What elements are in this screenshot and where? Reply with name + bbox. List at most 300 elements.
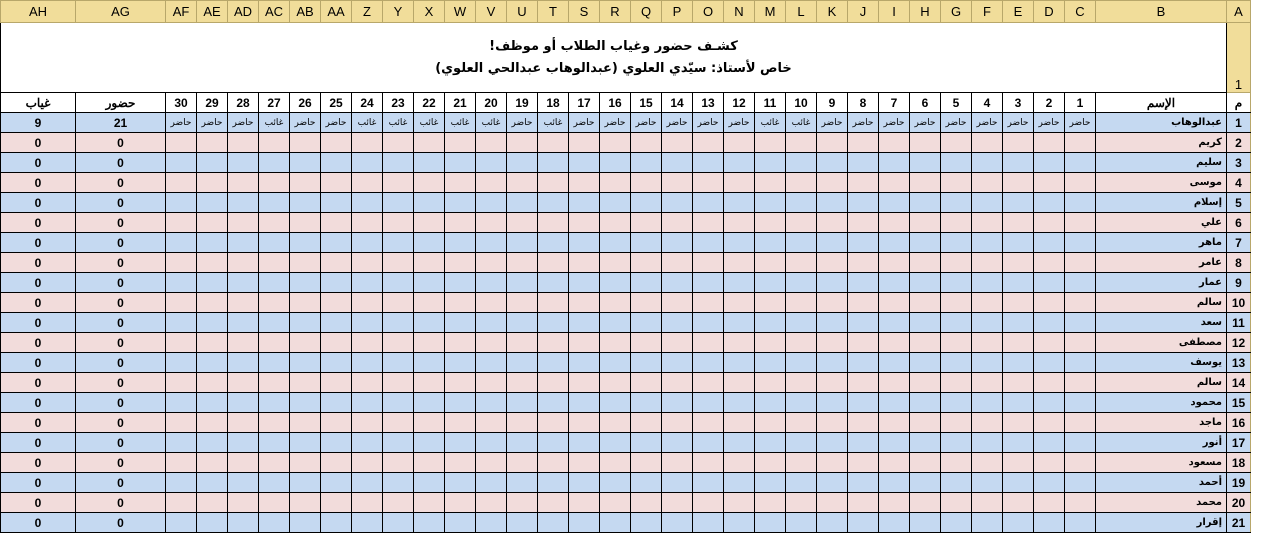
- attendance-cell[interactable]: [910, 453, 941, 473]
- attendance-cell[interactable]: [197, 373, 228, 393]
- attendance-cell[interactable]: [1065, 173, 1096, 193]
- attendance-cell[interactable]: [693, 333, 724, 353]
- attendance-cell[interactable]: [662, 393, 693, 413]
- attendance-cell[interactable]: [507, 373, 538, 393]
- attendance-cell[interactable]: [476, 513, 507, 533]
- attendance-cell[interactable]: [693, 473, 724, 493]
- attendance-cell[interactable]: [848, 213, 879, 233]
- present-count-cell[interactable]: 0: [76, 393, 166, 413]
- absent-count-cell[interactable]: 0: [1, 253, 76, 273]
- attendance-cell[interactable]: غائب: [383, 113, 414, 133]
- attendance-cell[interactable]: [352, 353, 383, 373]
- attendance-cell[interactable]: [755, 473, 786, 493]
- column-header-u[interactable]: U: [507, 1, 538, 23]
- attendance-cell[interactable]: [290, 313, 321, 333]
- student-name-cell[interactable]: إقرار: [1096, 513, 1227, 533]
- present-count-cell[interactable]: 0: [76, 433, 166, 453]
- attendance-cell[interactable]: [879, 473, 910, 493]
- attendance-cell[interactable]: [166, 373, 197, 393]
- attendance-cell[interactable]: [941, 253, 972, 273]
- attendance-cell[interactable]: حاضر: [166, 113, 197, 133]
- attendance-cell[interactable]: [724, 153, 755, 173]
- attendance-cell[interactable]: [445, 273, 476, 293]
- attendance-cell[interactable]: [941, 173, 972, 193]
- attendance-cell[interactable]: [1003, 393, 1034, 413]
- attendance-cell[interactable]: [1003, 273, 1034, 293]
- attendance-cell[interactable]: [755, 373, 786, 393]
- attendance-cell[interactable]: [1003, 333, 1034, 353]
- attendance-cell[interactable]: [817, 453, 848, 473]
- attendance-cell[interactable]: [879, 493, 910, 513]
- attendance-cell[interactable]: [507, 433, 538, 453]
- attendance-cell[interactable]: [383, 373, 414, 393]
- attendance-cell[interactable]: غائب: [352, 113, 383, 133]
- column-header-j[interactable]: J: [848, 1, 879, 23]
- attendance-cell[interactable]: [166, 513, 197, 533]
- attendance-cell[interactable]: [910, 513, 941, 533]
- attendance-cell[interactable]: [445, 313, 476, 333]
- attendance-cell[interactable]: [600, 413, 631, 433]
- attendance-cell[interactable]: [1034, 153, 1065, 173]
- column-header-c[interactable]: C: [1065, 1, 1096, 23]
- attendance-cell[interactable]: [569, 333, 600, 353]
- attendance-cell[interactable]: [693, 213, 724, 233]
- attendance-cell[interactable]: [290, 413, 321, 433]
- attendance-cell[interactable]: [538, 233, 569, 253]
- attendance-cell[interactable]: [538, 173, 569, 193]
- column-header-o[interactable]: O: [693, 1, 724, 23]
- attendance-cell[interactable]: [352, 493, 383, 513]
- attendance-cell[interactable]: [507, 133, 538, 153]
- attendance-cell[interactable]: [662, 453, 693, 473]
- attendance-cell[interactable]: [879, 513, 910, 533]
- attendance-cell[interactable]: [228, 213, 259, 233]
- student-name-cell[interactable]: أنور: [1096, 433, 1227, 453]
- attendance-cell[interactable]: [631, 333, 662, 353]
- attendance-cell[interactable]: [259, 153, 290, 173]
- attendance-cell[interactable]: [259, 433, 290, 453]
- attendance-cell[interactable]: [538, 293, 569, 313]
- student-name-cell[interactable]: موسى: [1096, 173, 1227, 193]
- attendance-cell[interactable]: [1065, 493, 1096, 513]
- attendance-cell[interactable]: [631, 213, 662, 233]
- attendance-cell[interactable]: [817, 293, 848, 313]
- attendance-cell[interactable]: [724, 273, 755, 293]
- attendance-cell[interactable]: [538, 253, 569, 273]
- attendance-cell[interactable]: [755, 513, 786, 533]
- attendance-cell[interactable]: [259, 453, 290, 473]
- attendance-cell[interactable]: [476, 313, 507, 333]
- attendance-cell[interactable]: [1065, 413, 1096, 433]
- attendance-cell[interactable]: [445, 433, 476, 453]
- student-name-cell[interactable]: سالم: [1096, 373, 1227, 393]
- column-header-f[interactable]: F: [972, 1, 1003, 23]
- attendance-cell[interactable]: [724, 193, 755, 213]
- student-name-cell[interactable]: كريم: [1096, 133, 1227, 153]
- column-header-p[interactable]: P: [662, 1, 693, 23]
- column-header-m[interactable]: M: [755, 1, 786, 23]
- attendance-cell[interactable]: [848, 433, 879, 453]
- attendance-cell[interactable]: [662, 253, 693, 273]
- attendance-cell[interactable]: [1003, 153, 1034, 173]
- attendance-cell[interactable]: [352, 173, 383, 193]
- attendance-cell[interactable]: [972, 193, 1003, 213]
- column-header-e[interactable]: E: [1003, 1, 1034, 23]
- attendance-cell[interactable]: [259, 393, 290, 413]
- attendance-cell[interactable]: [972, 313, 1003, 333]
- attendance-cell[interactable]: [383, 393, 414, 413]
- attendance-cell[interactable]: [817, 273, 848, 293]
- attendance-cell[interactable]: [910, 273, 941, 293]
- attendance-cell[interactable]: [290, 493, 321, 513]
- attendance-cell[interactable]: [786, 233, 817, 253]
- attendance-cell[interactable]: [476, 173, 507, 193]
- attendance-cell[interactable]: حاضر: [972, 113, 1003, 133]
- student-number-cell[interactable]: 1: [1227, 113, 1251, 133]
- present-count-cell[interactable]: 0: [76, 313, 166, 333]
- absent-count-cell[interactable]: 0: [1, 213, 76, 233]
- attendance-cell[interactable]: [1034, 333, 1065, 353]
- attendance-cell[interactable]: [507, 313, 538, 333]
- attendance-cell[interactable]: [197, 433, 228, 453]
- attendance-cell[interactable]: [1034, 373, 1065, 393]
- attendance-cell[interactable]: [507, 233, 538, 253]
- attendance-cell[interactable]: [569, 413, 600, 433]
- column-header-l[interactable]: L: [786, 1, 817, 23]
- student-number-cell[interactable]: 12: [1227, 333, 1251, 353]
- attendance-cell[interactable]: [290, 453, 321, 473]
- header-day-7[interactable]: 7: [879, 93, 910, 113]
- attendance-cell[interactable]: [1034, 233, 1065, 253]
- absent-count-cell[interactable]: 0: [1, 193, 76, 213]
- attendance-cell[interactable]: [1065, 433, 1096, 453]
- attendance-cell[interactable]: [1003, 133, 1034, 153]
- attendance-cell[interactable]: [662, 373, 693, 393]
- attendance-cell[interactable]: [352, 313, 383, 333]
- attendance-cell[interactable]: [848, 233, 879, 253]
- attendance-cell[interactable]: [848, 353, 879, 373]
- attendance-cell[interactable]: [693, 253, 724, 273]
- attendance-cell[interactable]: [321, 293, 352, 313]
- attendance-cell[interactable]: [941, 273, 972, 293]
- attendance-cell[interactable]: [879, 253, 910, 273]
- attendance-cell[interactable]: [1065, 133, 1096, 153]
- attendance-cell[interactable]: [600, 433, 631, 453]
- attendance-cell[interactable]: [476, 233, 507, 253]
- attendance-cell[interactable]: [879, 153, 910, 173]
- student-number-cell[interactable]: 20: [1227, 493, 1251, 513]
- student-number-cell[interactable]: 18: [1227, 453, 1251, 473]
- attendance-cell[interactable]: حاضر: [693, 113, 724, 133]
- attendance-cell[interactable]: [724, 293, 755, 313]
- attendance-cell[interactable]: [755, 413, 786, 433]
- attendance-cell[interactable]: [910, 173, 941, 193]
- attendance-cell[interactable]: [600, 213, 631, 233]
- attendance-cell[interactable]: [569, 133, 600, 153]
- student-name-cell[interactable]: ماجد: [1096, 413, 1227, 433]
- student-name-cell[interactable]: أحمد: [1096, 473, 1227, 493]
- attendance-cell[interactable]: [631, 353, 662, 373]
- header-day-16[interactable]: 16: [600, 93, 631, 113]
- attendance-cell[interactable]: [507, 173, 538, 193]
- attendance-cell[interactable]: [817, 253, 848, 273]
- absent-count-cell[interactable]: 0: [1, 453, 76, 473]
- attendance-cell[interactable]: [848, 493, 879, 513]
- header-day-3[interactable]: 3: [1003, 93, 1034, 113]
- attendance-cell[interactable]: [569, 393, 600, 413]
- absent-count-cell[interactable]: 0: [1, 333, 76, 353]
- attendance-cell[interactable]: [631, 493, 662, 513]
- attendance-cell[interactable]: [600, 453, 631, 473]
- attendance-cell[interactable]: [631, 233, 662, 253]
- attendance-cell[interactable]: [1065, 333, 1096, 353]
- attendance-cell[interactable]: [259, 213, 290, 233]
- attendance-cell[interactable]: [352, 253, 383, 273]
- attendance-cell[interactable]: [569, 233, 600, 253]
- attendance-cell[interactable]: [228, 313, 259, 333]
- attendance-cell[interactable]: [1003, 213, 1034, 233]
- attendance-cell[interactable]: [228, 133, 259, 153]
- header-day-5[interactable]: 5: [941, 93, 972, 113]
- attendance-cell[interactable]: [879, 133, 910, 153]
- attendance-cell[interactable]: [600, 333, 631, 353]
- attendance-cell[interactable]: [445, 513, 476, 533]
- attendance-cell[interactable]: [228, 453, 259, 473]
- attendance-cell[interactable]: حاضر: [600, 113, 631, 133]
- attendance-cell[interactable]: [879, 453, 910, 473]
- attendance-cell[interactable]: [1003, 293, 1034, 313]
- attendance-cell[interactable]: [600, 393, 631, 413]
- header-day-30[interactable]: 30: [166, 93, 197, 113]
- present-count-cell[interactable]: 0: [76, 253, 166, 273]
- attendance-cell[interactable]: [197, 393, 228, 413]
- attendance-cell[interactable]: حاضر: [724, 113, 755, 133]
- attendance-cell[interactable]: [383, 253, 414, 273]
- attendance-cell[interactable]: [166, 253, 197, 273]
- attendance-cell[interactable]: [507, 493, 538, 513]
- attendance-cell[interactable]: [631, 173, 662, 193]
- attendance-cell[interactable]: حاضر: [507, 113, 538, 133]
- attendance-cell[interactable]: [1003, 233, 1034, 253]
- student-number-cell[interactable]: 17: [1227, 433, 1251, 453]
- attendance-cell[interactable]: [786, 193, 817, 213]
- attendance-cell[interactable]: [197, 333, 228, 353]
- attendance-cell[interactable]: [1065, 373, 1096, 393]
- attendance-cell[interactable]: [228, 153, 259, 173]
- attendance-cell[interactable]: [1003, 353, 1034, 373]
- attendance-cell[interactable]: [445, 373, 476, 393]
- student-number-cell[interactable]: 9: [1227, 273, 1251, 293]
- attendance-cell[interactable]: [321, 433, 352, 453]
- header-day-2[interactable]: 2: [1034, 93, 1065, 113]
- attendance-cell[interactable]: [383, 293, 414, 313]
- attendance-cell[interactable]: [1034, 193, 1065, 213]
- attendance-cell[interactable]: غائب: [538, 113, 569, 133]
- attendance-cell[interactable]: [507, 473, 538, 493]
- attendance-cell[interactable]: [445, 393, 476, 413]
- attendance-cell[interactable]: [507, 353, 538, 373]
- header-day-26[interactable]: 26: [290, 93, 321, 113]
- attendance-cell[interactable]: [414, 473, 445, 493]
- attendance-cell[interactable]: [817, 393, 848, 413]
- attendance-cell[interactable]: [352, 473, 383, 493]
- attendance-cell[interactable]: [538, 373, 569, 393]
- attendance-cell[interactable]: [445, 353, 476, 373]
- attendance-cell[interactable]: [290, 433, 321, 453]
- attendance-cell[interactable]: [445, 453, 476, 473]
- attendance-cell[interactable]: [972, 233, 1003, 253]
- attendance-cell[interactable]: [693, 173, 724, 193]
- attendance-cell[interactable]: حاضر: [321, 113, 352, 133]
- attendance-cell[interactable]: [879, 293, 910, 313]
- attendance-cell[interactable]: [166, 433, 197, 453]
- attendance-cell[interactable]: [414, 373, 445, 393]
- attendance-cell[interactable]: [724, 513, 755, 533]
- attendance-cell[interactable]: [848, 373, 879, 393]
- attendance-cell[interactable]: [321, 453, 352, 473]
- attendance-cell[interactable]: [476, 293, 507, 313]
- column-header-af[interactable]: AF: [166, 1, 197, 23]
- attendance-cell[interactable]: [848, 293, 879, 313]
- column-header-y[interactable]: Y: [383, 1, 414, 23]
- attendance-cell[interactable]: [600, 253, 631, 273]
- attendance-cell[interactable]: [693, 353, 724, 373]
- attendance-cell[interactable]: [972, 373, 1003, 393]
- attendance-cell[interactable]: [693, 373, 724, 393]
- attendance-cell[interactable]: [848, 333, 879, 353]
- attendance-cell[interactable]: [910, 333, 941, 353]
- attendance-cell[interactable]: [166, 453, 197, 473]
- attendance-cell[interactable]: [755, 353, 786, 373]
- attendance-cell[interactable]: [507, 153, 538, 173]
- attendance-cell[interactable]: [941, 133, 972, 153]
- attendance-cell[interactable]: [631, 473, 662, 493]
- attendance-cell[interactable]: [1034, 313, 1065, 333]
- column-header-aa[interactable]: AA: [321, 1, 352, 23]
- attendance-cell[interactable]: [941, 193, 972, 213]
- attendance-cell[interactable]: [693, 393, 724, 413]
- attendance-cell[interactable]: [1034, 393, 1065, 413]
- attendance-cell[interactable]: [817, 153, 848, 173]
- attendance-cell[interactable]: [1003, 473, 1034, 493]
- present-count-cell[interactable]: 21: [76, 113, 166, 133]
- attendance-cell[interactable]: [321, 133, 352, 153]
- attendance-cell[interactable]: [414, 353, 445, 373]
- attendance-cell[interactable]: حاضر: [848, 113, 879, 133]
- attendance-cell[interactable]: [476, 193, 507, 213]
- attendance-cell[interactable]: [569, 153, 600, 173]
- attendance-cell[interactable]: [414, 493, 445, 513]
- attendance-cell[interactable]: [786, 273, 817, 293]
- header-day-25[interactable]: 25: [321, 93, 352, 113]
- attendance-cell[interactable]: [476, 453, 507, 473]
- attendance-cell[interactable]: [693, 453, 724, 473]
- attendance-cell[interactable]: [166, 353, 197, 373]
- attendance-cell[interactable]: [476, 373, 507, 393]
- attendance-cell[interactable]: [786, 513, 817, 533]
- attendance-cell[interactable]: [321, 213, 352, 233]
- attendance-cell[interactable]: [631, 153, 662, 173]
- attendance-cell[interactable]: [817, 133, 848, 153]
- attendance-cell[interactable]: [817, 473, 848, 493]
- attendance-cell[interactable]: [569, 493, 600, 513]
- header-day-28[interactable]: 28: [228, 93, 259, 113]
- attendance-cell[interactable]: [290, 133, 321, 153]
- present-count-cell[interactable]: 0: [76, 513, 166, 533]
- attendance-cell[interactable]: [414, 273, 445, 293]
- student-number-cell[interactable]: 8: [1227, 253, 1251, 273]
- attendance-cell[interactable]: [817, 513, 848, 533]
- attendance-cell[interactable]: [848, 173, 879, 193]
- absent-count-cell[interactable]: 0: [1, 413, 76, 433]
- attendance-cell[interactable]: [1065, 353, 1096, 373]
- attendance-cell[interactable]: [259, 133, 290, 153]
- attendance-cell[interactable]: [755, 193, 786, 213]
- attendance-cell[interactable]: [445, 193, 476, 213]
- attendance-cell[interactable]: [817, 193, 848, 213]
- absent-count-cell[interactable]: 0: [1, 373, 76, 393]
- attendance-cell[interactable]: [166, 133, 197, 153]
- attendance-cell[interactable]: [352, 273, 383, 293]
- attendance-cell[interactable]: [1065, 513, 1096, 533]
- student-number-cell[interactable]: 14: [1227, 373, 1251, 393]
- attendance-cell[interactable]: [662, 413, 693, 433]
- attendance-cell[interactable]: [383, 153, 414, 173]
- attendance-cell[interactable]: [166, 173, 197, 193]
- attendance-cell[interactable]: [228, 493, 259, 513]
- column-header-z[interactable]: Z: [352, 1, 383, 23]
- column-header-a[interactable]: A: [1227, 1, 1251, 23]
- attendance-cell[interactable]: حاضر: [941, 113, 972, 133]
- header-day-29[interactable]: 29: [197, 93, 228, 113]
- attendance-cell[interactable]: [166, 273, 197, 293]
- header-day-21[interactable]: 21: [445, 93, 476, 113]
- attendance-cell[interactable]: [352, 333, 383, 353]
- attendance-cell[interactable]: [848, 513, 879, 533]
- header-day-27[interactable]: 27: [259, 93, 290, 113]
- student-number-cell[interactable]: 5: [1227, 193, 1251, 213]
- attendance-cell[interactable]: [259, 513, 290, 533]
- attendance-cell[interactable]: [786, 433, 817, 453]
- attendance-cell[interactable]: [817, 413, 848, 433]
- column-header-g[interactable]: G: [941, 1, 972, 23]
- attendance-cell[interactable]: [755, 233, 786, 253]
- attendance-cell[interactable]: [631, 513, 662, 533]
- student-number-cell[interactable]: 13: [1227, 353, 1251, 373]
- attendance-cell[interactable]: [848, 453, 879, 473]
- attendance-cell[interactable]: [724, 333, 755, 353]
- attendance-cell[interactable]: [972, 433, 1003, 453]
- attendance-cell[interactable]: [476, 133, 507, 153]
- attendance-cell[interactable]: [600, 313, 631, 333]
- attendance-cell[interactable]: [1003, 373, 1034, 393]
- attendance-cell[interactable]: [383, 473, 414, 493]
- attendance-cell[interactable]: [724, 393, 755, 413]
- header-day-24[interactable]: 24: [352, 93, 383, 113]
- attendance-cell[interactable]: [1065, 273, 1096, 293]
- attendance-cell[interactable]: [817, 213, 848, 233]
- attendance-cell[interactable]: [507, 393, 538, 413]
- header-day-20[interactable]: 20: [476, 93, 507, 113]
- attendance-cell[interactable]: [228, 433, 259, 453]
- column-header-t[interactable]: T: [538, 1, 569, 23]
- attendance-cell[interactable]: [228, 173, 259, 193]
- attendance-cell[interactable]: [569, 273, 600, 293]
- attendance-cell[interactable]: [631, 313, 662, 333]
- attendance-cell[interactable]: حاضر: [879, 113, 910, 133]
- attendance-cell[interactable]: [414, 413, 445, 433]
- attendance-cell[interactable]: [538, 153, 569, 173]
